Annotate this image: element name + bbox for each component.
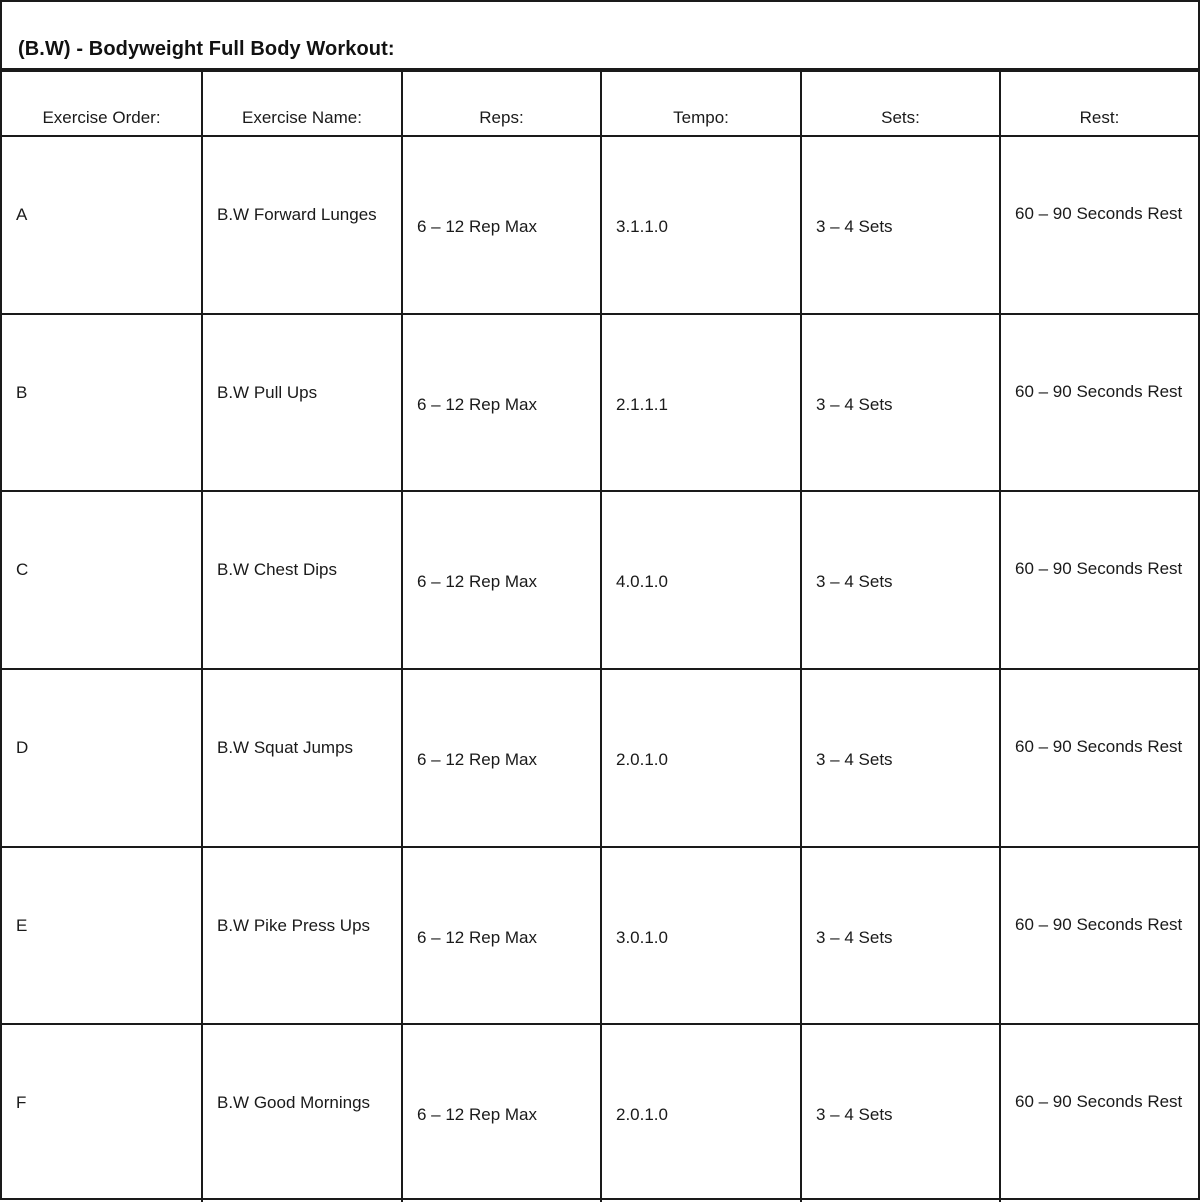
table-row — [2, 847, 1198, 1025]
cell-rest — [1000, 136, 1198, 314]
exercise-reps: 6 – 12 Rep Max — [417, 217, 538, 236]
cell-rest — [1000, 847, 1198, 1025]
exercise-order: B — [16, 382, 28, 402]
exercise-rest: 60 – 90 Seconds Rest — [1015, 381, 1183, 401]
title-bar — [2, 2, 1198, 70]
exercise-sets: 3 – 4 Sets — [816, 750, 893, 770]
exercise-tempo: 2.0.1.0 — [616, 1105, 668, 1125]
cell-reps — [402, 491, 601, 669]
exercise-rest: 60 – 90 Seconds Rest — [1015, 1092, 1183, 1112]
cell-reps — [402, 669, 601, 847]
cell-order — [2, 1024, 202, 1202]
cell-reps — [402, 136, 601, 314]
exercise-name: B.W Pull Ups — [217, 382, 318, 402]
exercise-rest: 60 – 90 Seconds Rest — [1015, 914, 1183, 934]
exercise-sets: 3 – 4 Sets — [816, 1105, 893, 1125]
exercise-reps: 6 – 12 Rep Max — [417, 394, 538, 414]
exercise-order: F — [16, 1093, 27, 1113]
cell-tempo — [601, 314, 801, 492]
exercise-order: A — [16, 205, 28, 224]
cell-order — [2, 669, 202, 847]
exercise-order: D — [16, 738, 29, 758]
cell-name — [202, 1024, 402, 1202]
cell-order — [2, 136, 202, 314]
cell-sets — [801, 136, 1000, 314]
cell-order — [2, 314, 202, 492]
table-row — [2, 1024, 1198, 1202]
exercise-sets: 3 – 4 Sets — [816, 217, 893, 236]
cell-sets — [801, 669, 1000, 847]
exercise-tempo: 3.0.1.0 — [616, 927, 668, 947]
cell-rest — [1000, 669, 1198, 847]
cell-reps — [402, 1024, 601, 1202]
exercise-tempo: 3.1.1.0 — [616, 217, 668, 236]
cell-sets — [801, 314, 1000, 492]
exercise-rest: 60 – 90 Seconds Rest — [1015, 204, 1183, 223]
exercise-order: E — [16, 915, 28, 935]
cell-order — [2, 491, 202, 669]
cell-tempo — [601, 1024, 801, 1202]
exercise-name: B.W Good Mornings — [217, 1093, 371, 1113]
table-row — [2, 314, 1198, 492]
cell-rest — [1000, 314, 1198, 492]
exercise-sets: 3 – 4 Sets — [816, 394, 893, 414]
cell-sets — [801, 847, 1000, 1025]
exercise-reps: 6 – 12 Rep Max — [417, 927, 538, 947]
exercise-tempo: 4.0.1.0 — [616, 572, 668, 592]
exercise-name: B.W Squat Jumps — [217, 738, 354, 758]
column-header-rest: Rest: — [1000, 71, 1198, 136]
column-header-name: Exercise Name: — [202, 71, 402, 136]
exercise-tempo: 2.1.1.1 — [616, 394, 668, 414]
exercise-reps: 6 – 12 Rep Max — [417, 750, 538, 770]
cell-order — [2, 847, 202, 1025]
cell-rest — [1000, 491, 1198, 669]
table-row — [2, 669, 1198, 847]
exercise-rest: 60 – 90 Seconds Rest — [1015, 737, 1183, 757]
cell-tempo — [601, 136, 801, 314]
exercise-sets: 3 – 4 Sets — [816, 572, 893, 592]
cell-sets — [801, 1024, 1000, 1202]
column-header-order: Exercise Order: — [2, 71, 202, 136]
column-header-sets: Sets: — [801, 71, 1000, 136]
exercise-rest: 60 – 90 Seconds Rest — [1015, 559, 1183, 579]
table-header-row — [2, 71, 1198, 136]
exercise-order: C — [16, 560, 29, 580]
cell-tempo — [601, 669, 801, 847]
column-header-reps: Reps: — [402, 71, 601, 136]
cell-tempo — [601, 491, 801, 669]
cell-reps — [402, 314, 601, 492]
exercise-reps: 6 – 12 Rep Max — [417, 572, 538, 592]
cell-name — [202, 847, 402, 1025]
exercise-name: B.W Forward Lunges — [217, 205, 377, 224]
exercise-name: B.W Chest Dips — [217, 560, 337, 580]
column-header-tempo: Tempo: — [601, 71, 801, 136]
exercise-name: B.W Pike Press Ups — [217, 915, 371, 935]
cell-rest — [1000, 1024, 1198, 1202]
cell-reps — [402, 847, 601, 1025]
exercise-reps: 6 – 12 Rep Max — [417, 1105, 538, 1125]
workout-table — [2, 70, 1198, 1202]
cell-name — [202, 669, 402, 847]
cell-name — [202, 491, 402, 669]
table-row — [2, 491, 1198, 669]
page-title: (B.W) - Bodyweight Full Body Workout: — [18, 38, 395, 60]
cell-tempo — [601, 847, 801, 1025]
cell-name — [202, 136, 402, 314]
cell-name — [202, 314, 402, 492]
exercise-tempo: 2.0.1.0 — [616, 750, 668, 770]
cell-sets — [801, 491, 1000, 669]
table-row — [2, 136, 1198, 314]
exercise-sets: 3 – 4 Sets — [816, 927, 893, 947]
